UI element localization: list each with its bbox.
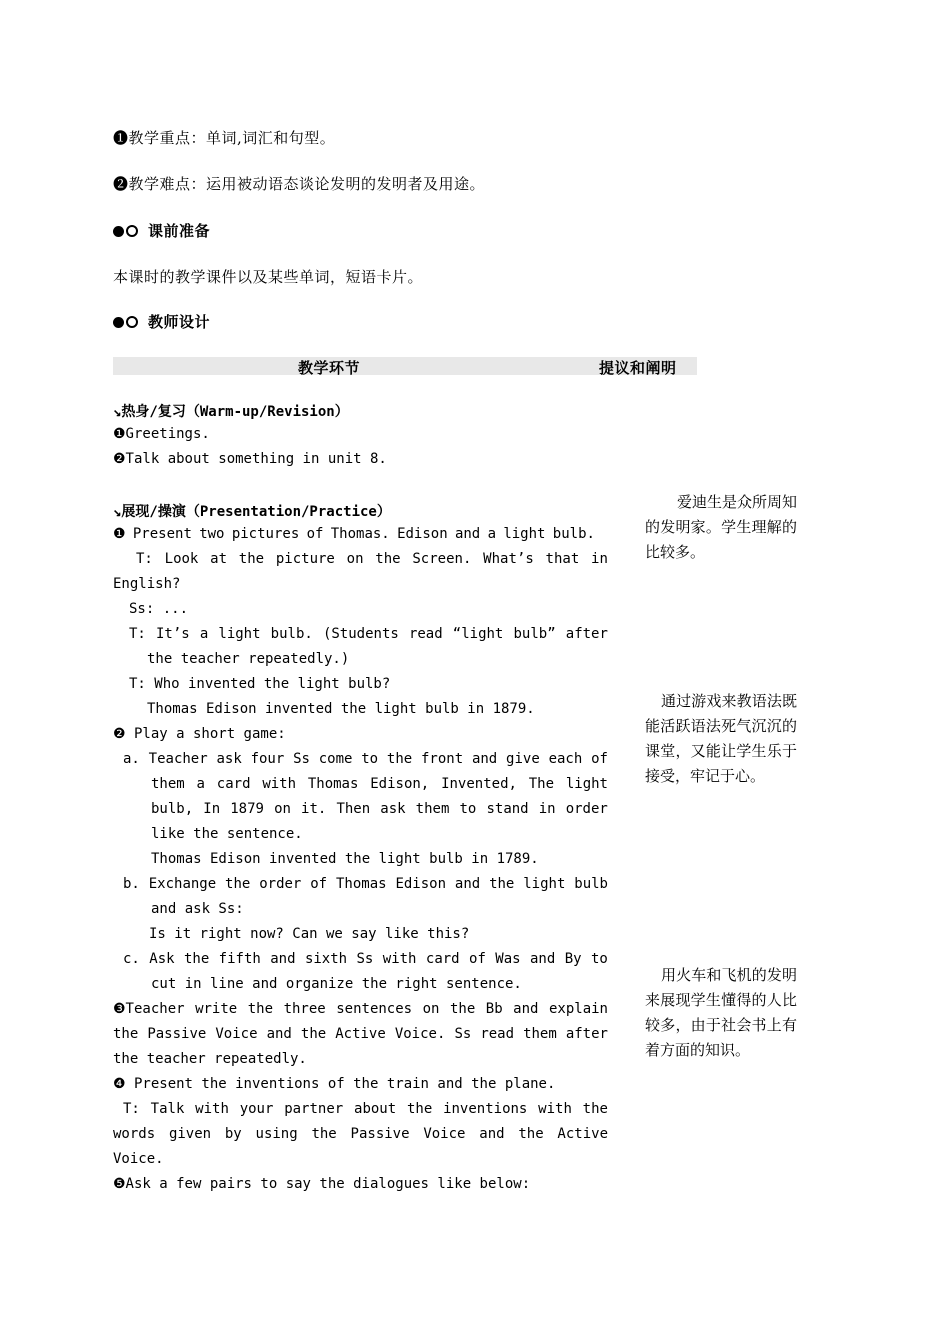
presentation-line: T: Who invented the light bulb? [129,676,391,692]
word: on [422,1001,440,1017]
word: fifth [218,951,261,967]
word: a [487,526,496,542]
word: Exchange [148,876,217,892]
word: order [565,801,608,817]
game-step-b: and ask Ss: [151,901,244,917]
word: the [311,1126,337,1142]
word: to [459,801,477,817]
word: Teacher [148,751,208,767]
word: and [513,1001,539,1017]
word: Passive [350,1126,410,1142]
word: your [239,1101,274,1117]
word: them [151,776,185,792]
word: the [225,876,251,892]
word: Active [335,1026,386,1042]
word: with [382,951,417,967]
game-step-b [123,876,608,892]
word: write [195,1001,238,1017]
word: explain [548,1001,608,1017]
word: them [415,801,450,817]
word: Edison [395,876,447,892]
word: given [168,1126,212,1142]
word: after [565,626,608,642]
word: card [425,951,460,967]
word: two [199,526,225,542]
word: bulb. [552,526,595,542]
warmup-item: ❷Talk about something in unit 8. [113,451,387,467]
word: card [216,776,251,792]
word: Voice [215,1026,258,1042]
design-heading: 教师设计 [148,313,211,331]
word: T: [123,1101,140,1117]
word: Thomas [307,776,359,792]
game-step-a [151,801,608,817]
word: Was [495,951,521,967]
word: Thomas [335,876,387,892]
game-step-b: Is it right now? Can we say like this? [149,926,470,942]
word: and [454,526,481,542]
word: with [538,1101,572,1117]
word: What’s [483,551,534,567]
word: inventions [443,1101,528,1117]
word: and [479,1126,505,1142]
presentation-line: ❷ Play a short game: [113,726,286,742]
word: light [565,776,608,792]
warmup-item: ❶Greetings. [113,426,210,442]
word: bulb” [513,626,556,642]
word: sentences [336,1001,413,1017]
word: read [408,626,443,642]
word: three [283,1001,326,1017]
word: the [449,1001,476,1017]
word: to [361,751,379,767]
word: Ss [356,951,374,967]
word: Voice [423,1126,466,1142]
presentation-line [136,551,608,567]
word: on [274,801,291,817]
word: In [203,801,221,817]
word: and [471,751,498,767]
word: a [199,626,209,642]
presentation-line: the teacher repeatedly. [113,1051,307,1067]
game-step-a: like the sentence. [151,826,303,842]
word: order [259,876,302,892]
note-edison: 爱迪生是众所周知的发明家。学生理解的比较多。 [645,493,798,561]
note-game: 通过游戏来教语法既能活跃语法死气沉沉的课堂，又能让学生乐于接受，牢记于心。 [645,692,797,785]
word: of [469,951,486,967]
word: come [318,751,353,767]
word: Look [164,551,199,567]
presentation-line [113,1126,608,1142]
word: ask [380,801,406,817]
table-header-notes: 提议和阐明 [599,359,677,377]
word: in [538,801,556,817]
presentation-line: Voice. [113,1151,164,1167]
word: By [564,951,582,967]
word: 1879 [230,801,264,817]
teaching-focus: ❶教学重点：单词,词汇和句型。 [113,129,336,147]
word: Present [132,526,192,542]
word: The [528,776,555,792]
word: bulb. [270,626,313,642]
word: Ss [454,1026,472,1042]
word: Bb [485,1001,503,1017]
word: to [590,951,608,967]
presentation-line [113,526,595,542]
word: (Students [322,626,399,642]
word: Then [336,801,371,817]
word: read [480,1026,515,1042]
word: the [406,1101,433,1117]
word: in [591,551,608,567]
presentation-heading: ↘展现/操演（Presentation/Practice） [113,504,391,520]
presentation-line: ❺Ask a few pairs to say the dialogues like below: [113,1176,531,1192]
word: “light [452,626,504,642]
word: pictures [231,526,300,542]
word: the [518,1126,544,1142]
game-step-c [123,951,608,967]
word: on [346,551,364,567]
word: bulb, [151,801,194,817]
word: at [210,551,227,567]
word: with [262,776,297,792]
word: ❶ [113,526,126,542]
word: of [591,751,608,767]
teaching-difficulty: ❷教学难点：运用被动语态谈论发明的发明者及用途。 [113,175,486,193]
prep-text: 本课时的教学课件以及某些单词，短语卡片。 [113,268,424,286]
word: that [545,551,580,567]
presentation-line: ❹ Present the inventions of the train and the plane. [113,1076,556,1092]
word: Thomas. [330,526,390,542]
word: by [224,1126,242,1142]
presentation-line [129,626,608,642]
word: the [238,551,265,567]
word: light [218,626,261,642]
game-step-a [123,751,608,767]
presentation-line [113,1001,608,1017]
word: four [250,751,285,767]
word: bulb [574,876,608,892]
word: about [354,1101,397,1117]
word: the [582,1101,608,1117]
word: with [195,1101,229,1117]
word: ask [216,751,242,767]
prep-heading: 课前准备 [148,222,211,240]
word: and [266,1026,292,1042]
word: stand [486,801,529,817]
word: picture [275,551,335,567]
word: light [503,526,546,542]
presentation-line: Thomas Edison invented the light bulb in 1879. [147,701,535,717]
word: front [421,751,464,767]
word: the [183,951,210,967]
ring-icon [126,225,138,237]
word: sixth [304,951,348,967]
word: of [310,876,328,892]
word: the [375,551,401,567]
presentation-line: English? [113,576,181,592]
word: Talk [150,1101,185,1117]
word: the [113,1026,139,1042]
word: using [255,1126,298,1142]
word: and [454,876,481,892]
word: T: [136,551,153,567]
word: Active [557,1126,608,1142]
word: It’s [155,626,190,642]
warmup-heading: ↘热身/复习（Warm-up/Revision） [113,404,349,420]
word: Edison, [370,776,430,792]
word: b. [123,876,140,892]
word: T: [129,626,146,642]
word: the [300,1026,327,1042]
design-heading-row [113,311,210,332]
word: light [523,876,566,892]
word: Passive [147,1026,207,1042]
ring-icon [126,316,138,328]
word: the [489,876,515,892]
word: it. [301,801,327,817]
presentation-line: Ss: ... [129,601,189,617]
word: a [196,776,205,792]
filled-dot-icon [113,226,124,237]
table-header-stage: 教学环节 [298,359,361,377]
word: words [113,1126,156,1142]
game-step-a [151,776,608,792]
note-inventions: 用火车和飞机的发明来展现学生懂得的人比较多，由于社会书上有着方面的知识。 [645,966,797,1059]
presentation-line: the teacher repeatedly.) [147,651,350,667]
word: Ask [149,951,175,967]
game-step-a: Thomas Edison invented the light bulb in 1789. [151,851,539,867]
word: give [506,751,540,767]
word: partner [284,1101,344,1117]
word: and [529,951,556,967]
filled-dot-icon [113,317,124,328]
word: a. [123,751,140,767]
game-step-c: cut in line and organize the right sentence. [151,976,522,992]
word: Invented, [441,776,517,792]
word: Ss [293,751,310,767]
word: each [548,751,583,767]
presentation-line [113,1026,608,1042]
word: the [386,751,413,767]
word: c. [123,951,140,967]
presentation-line [123,1101,608,1117]
prep-heading-row [113,220,210,241]
word: Voice. [394,1026,446,1042]
word: them [523,1026,557,1042]
word: of [306,526,324,542]
word: Screen. [412,551,472,567]
word: Edison [397,526,448,542]
word: the [247,1001,274,1017]
word: ❸Teacher [113,1001,185,1017]
word: and [270,951,296,967]
word: after [565,1026,608,1042]
